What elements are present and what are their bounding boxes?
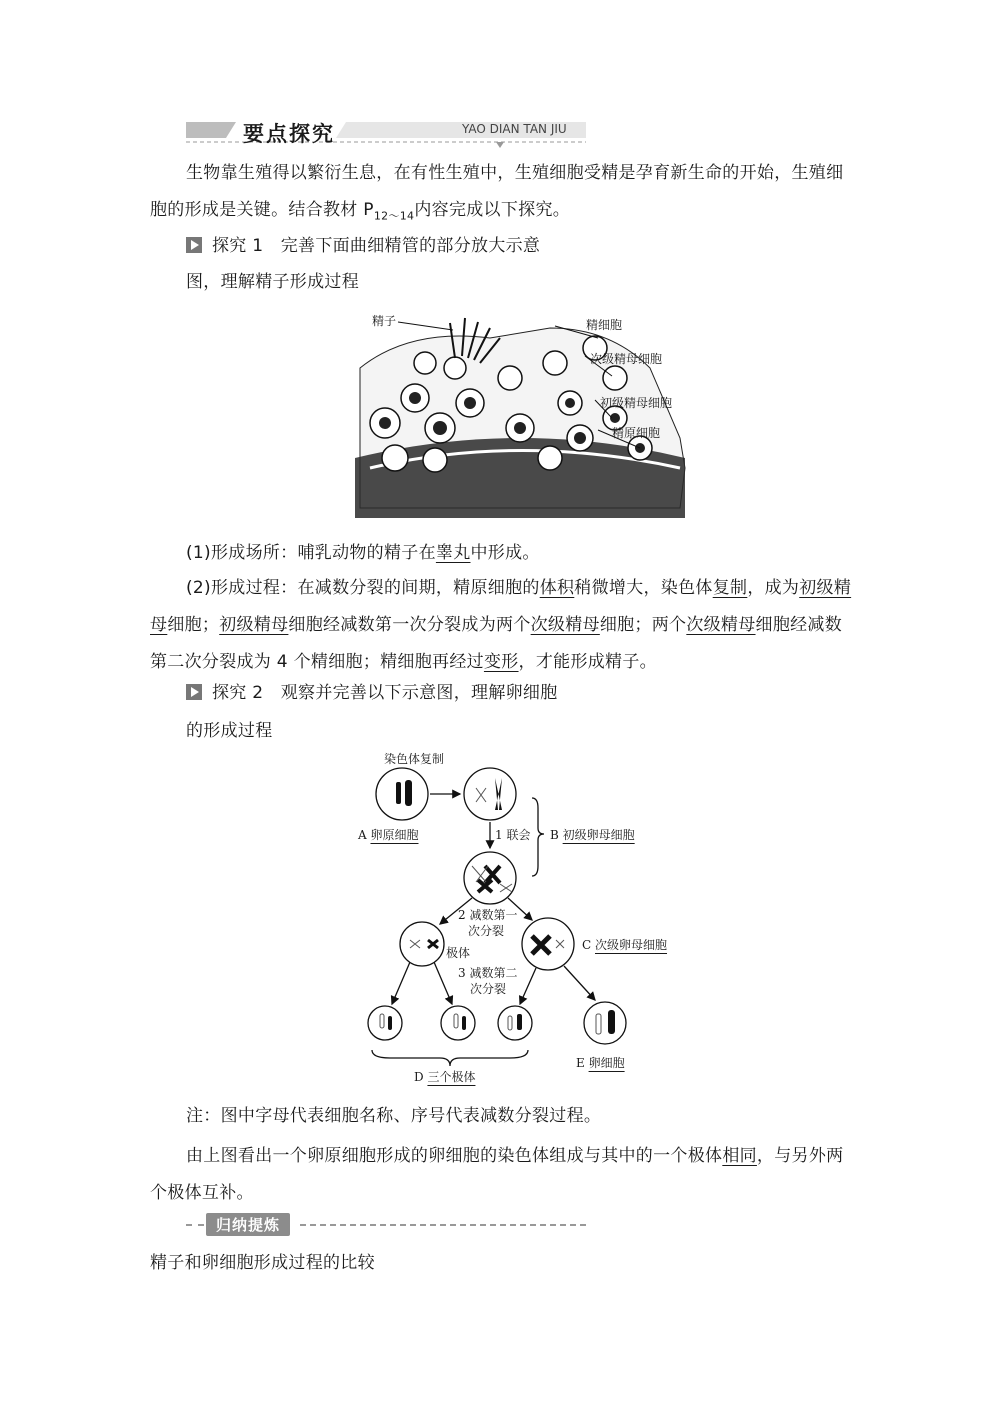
explore2-title: 探究 2 观察并完善以下示意图，理解卵细胞 bbox=[186, 675, 558, 712]
label-polar-body: 极体 bbox=[446, 946, 471, 960]
label-step3-line2: 次分裂 bbox=[470, 982, 507, 996]
tubule-figure bbox=[350, 308, 690, 530]
explore1-q1: (1)形成场所：哺乳动物的精子在睾丸中形成。 bbox=[186, 543, 540, 563]
play-icon bbox=[186, 237, 202, 253]
label-e-egg-cell: E 卵细胞 bbox=[576, 1056, 625, 1070]
explore1-title: 探究 1 完善下面曲细精管的部分放大示意 bbox=[186, 228, 540, 265]
explore2-summary: 由上图看出一个卵原细胞形成的卵细胞的染色体组成与其中的一个极体相同，与另外两个极体互补。 bbox=[150, 1146, 844, 1203]
label-primary-spermatocyte: 初级精母细胞 bbox=[600, 396, 673, 410]
label-step3-line1: 3 减数第二 bbox=[458, 966, 518, 980]
label-d-three-polar-bodies: D 三个极体 bbox=[414, 1070, 476, 1084]
label-sperm: 精子 bbox=[372, 314, 397, 328]
label-step2-line2: 次分裂 bbox=[468, 924, 505, 938]
tubule-drawing bbox=[350, 308, 690, 530]
induction-tag-row bbox=[186, 1213, 588, 1237]
explore1-title-line2: 图，理解精子形成过程 bbox=[186, 272, 359, 292]
label-b-primary-oocyte: B 初级卵母细胞 bbox=[550, 828, 635, 842]
intro-paragraph: 生物靠生殖得以繁衍生息，在有性生殖中，生殖细胞受精是孕育新生命的开始，生殖细胞的形成是关键。结合教材 $P_{12\sim 14}$内容完成以下探究。 bbox=[150, 163, 844, 223]
explore2-title-line2: 的形成过程 bbox=[186, 721, 273, 741]
dash-right bbox=[300, 1224, 586, 1226]
section-banner bbox=[186, 118, 588, 150]
comparison-heading: 精子和卵细胞形成过程的比较 bbox=[150, 1253, 375, 1273]
label-spermatid: 精细胞 bbox=[586, 318, 623, 332]
oogenesis-drawing bbox=[350, 748, 690, 1093]
label-chromosome-replication: 染色体复制 bbox=[384, 752, 445, 766]
label-a-oogonium: A 卵原细胞 bbox=[358, 828, 419, 842]
banner-title: 要点探究 bbox=[243, 122, 335, 146]
oogenesis-figure bbox=[350, 748, 690, 1093]
label-c-secondary-oocyte: C 次级卵母细胞 bbox=[582, 938, 668, 952]
induction-tag: 归纳提炼 bbox=[206, 1213, 290, 1236]
figure-note: 注：图中字母代表细胞名称、序号代表减数分裂过程。 bbox=[186, 1106, 602, 1126]
banner-pinyin: YAO DIAN TAN JIU bbox=[462, 122, 567, 136]
explore1-q2: (2)形成过程：在减数分裂的间期，精原细胞的体积稍微增大，染色体复制，成为初级精母细胞；初级精母细胞经减数第一次分裂成为两个次级精母细胞；两个次级精母细胞经减数第二次分裂成为 4 个精细胞；精细胞再经过变形，才能形成精子。 bbox=[150, 578, 852, 672]
label-step1-synapsis: 1 联会 bbox=[495, 828, 531, 842]
label-spermatogonium: 精原细胞 bbox=[612, 426, 661, 440]
label-secondary-spermatocyte: 次级精母细胞 bbox=[590, 352, 663, 366]
play-icon bbox=[186, 684, 202, 700]
dash-left bbox=[186, 1224, 204, 1226]
label-step2-line1: 2 减数第一 bbox=[458, 908, 518, 922]
